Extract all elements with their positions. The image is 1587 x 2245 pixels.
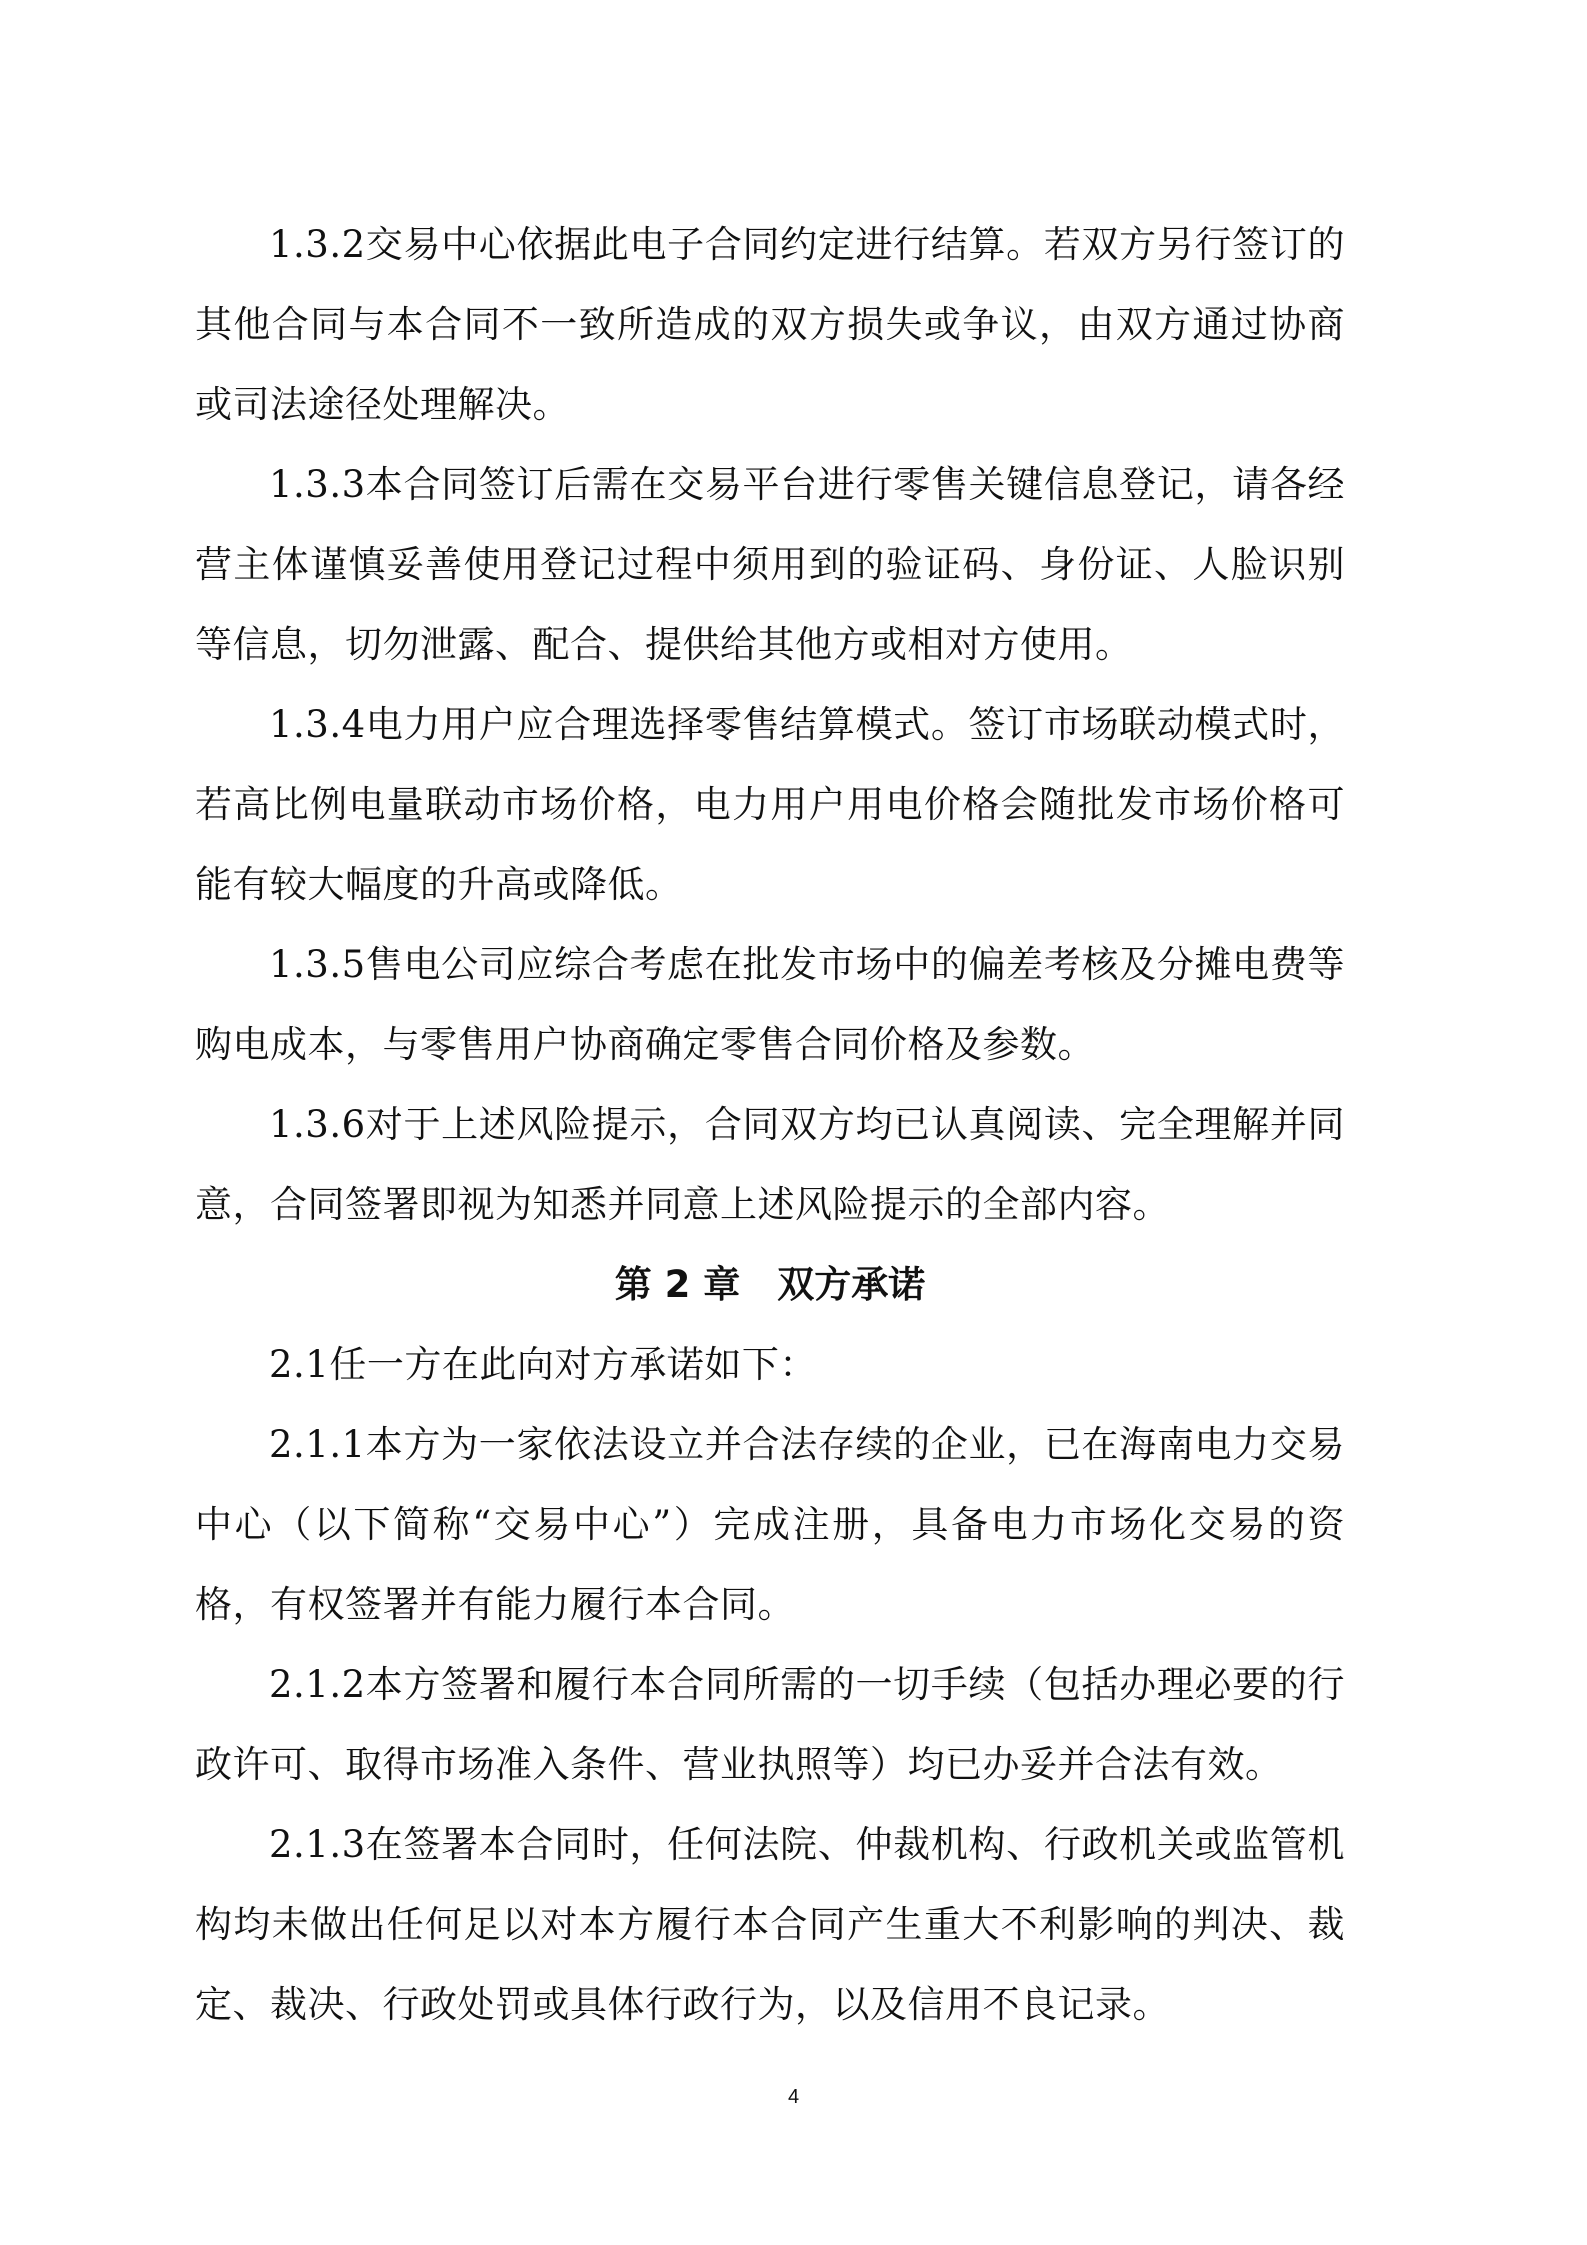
chapter-heading: 第 2 章 双方承诺: [614, 1263, 926, 1306]
page-number: 4: [787, 2086, 800, 2108]
paragraph-2-1: 2.1任一方在此向对方承诺如下：: [269, 1343, 817, 1386]
paragraph-2-1-1: 2.1.1本方为一家依法设立并合法存续的企业，已在海南电力交易中心（以下简称“交易中心”）完成注册，具备电力市场化交易的资格，有权签署并有能力履行本合同。: [195, 1423, 1345, 1626]
paragraph-2-1-2: 2.1.2本方签署和履行本合同所需的一切手续（包括办理必要的行政许可、取得市场准入条件、营业执照等）均已办妥并合法有效。: [195, 1663, 1345, 1786]
paragraph-1-3-4: 1.3.4电力用户应合理选择零售结算模式。签订市场联动模式时，若高比例电量联动市场价格，电力用户用电价格会随批发市场价格可能有较大幅度的升高或降低。: [195, 703, 1345, 906]
paragraph-1-3-6: 1.3.6对于上述风险提示，合同双方均已认真阅读、完全理解并同意，合同签署即视为知悉并同意上述风险提示的全部内容。: [195, 1103, 1345, 1226]
paragraph-1-3-3: 1.3.3本合同签订后需在交易平台进行零售关键信息登记，请各经营主体谨慎妥善使用登记过程中须用到的验证码、身份证、人脸识别等信息，切勿泄露、配合、提供给其他方或相对方使用。: [195, 463, 1345, 666]
paragraph-2-1-3: 2.1.3在签署本合同时，任何法院、仲裁机构、行政机关或监管机构均未做出任何足以对本方履行本合同产生重大不利影响的判决、裁定、裁决、行政处罚或具体行政行为，以及信用不良记录。: [195, 1823, 1345, 2026]
paragraph-1-3-5: 1.3.5售电公司应综合考虑在批发市场中的偏差考核及分摊电费等购电成本，与零售用户协商确定零售合同价格及参数。: [195, 943, 1345, 1066]
paragraph-1-3-2: 1.3.2交易中心依据此电子合同约定进行结算。若双方另行签订的其他合同与本合同不一致所造成的双方损失或争议，由双方通过协商或司法途径处理解决。: [195, 223, 1345, 426]
